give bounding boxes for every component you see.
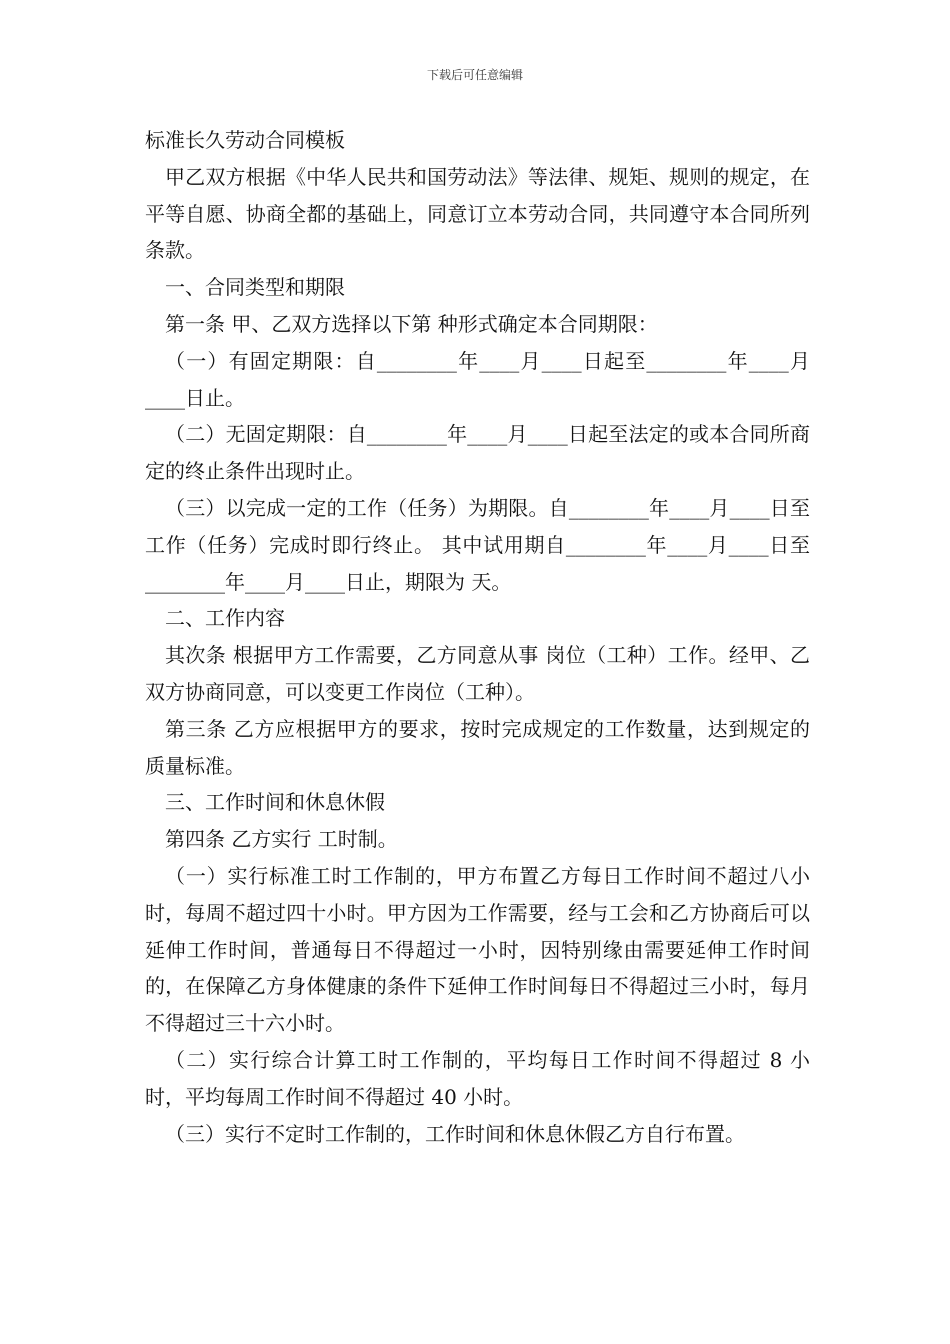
article-4-item-3: （三）实行不定时工作制的，工作时间和休息休假乙方自行布置。 bbox=[165, 1121, 745, 1146]
article-3: 第三条 乙方应根据甲方的要求，按时完成规定的工作数量，达到规定的质量标准。 bbox=[145, 716, 810, 778]
article-1-item-2: （二）无固定期限：自________年____月____日起至法定的或本合同所商定的终止条件出现时止。 bbox=[145, 422, 810, 484]
article-1-item-1: （一）有固定期限：自________年____月____日起至________年____月____日止。 bbox=[145, 348, 810, 410]
article-4-item-2: （二）实行综合计算工时工作制的，平均每日工作时间不得超过 8 小时，平均每周工作时间不得超过 40 小时。 bbox=[145, 1047, 810, 1109]
document-body bbox=[145, 122, 810, 1152]
article-4-item-1: （一）实行标准工时工作制的，甲方布置乙方每日工作时间不超过八小时，每周不超过四十小时。甲方因为工作需要，经与工会和乙方协商后可以延伸工作时间，普通每日不得超过一小时，因特别缘由需要延伸工作时间的，在保障乙方身体健康的条件下延伸工作时间每日不得超过三小时，每月不得超过三十六小时。 bbox=[145, 863, 810, 1036]
paragraph-preamble: 甲乙双方根据《中华人民共和国劳动法》等法律、规矩、规则的规定，在平等自愿、协商全都的基础上，同意订立本劳动合同，共同遵守本合同所列条款。 bbox=[145, 164, 810, 263]
article-1: 第一条 甲、乙双方选择以下第 种形式确定本合同期限： bbox=[165, 311, 658, 336]
section-heading-contract-type: 一、合同类型和期限 bbox=[165, 275, 345, 300]
article-4: 第四条 乙方实行 工时制。 bbox=[165, 827, 398, 852]
section-heading-work-hours: 三、工作时间和休息休假 bbox=[165, 790, 385, 815]
document-title: 标准长久劳动合同模板 bbox=[145, 128, 345, 152]
article-2: 其次条 根据甲方工作需要，乙方同意从事 岗位（工种）工作。经甲、乙双方协商同意，可以变更工作岗位（工种）。 bbox=[145, 643, 810, 704]
page-header: 下载后可任意编辑 bbox=[426, 68, 523, 82]
article-1-item-3: （三）以完成一定的工作（任务）为期限。自________年____月____日至 工作（任务）完成时即行终止。 其中试用期自________年____月____日至________年____月____日止，期限为 天。 bbox=[145, 495, 810, 594]
section-heading-work-content: 二、工作内容 bbox=[165, 606, 285, 631]
